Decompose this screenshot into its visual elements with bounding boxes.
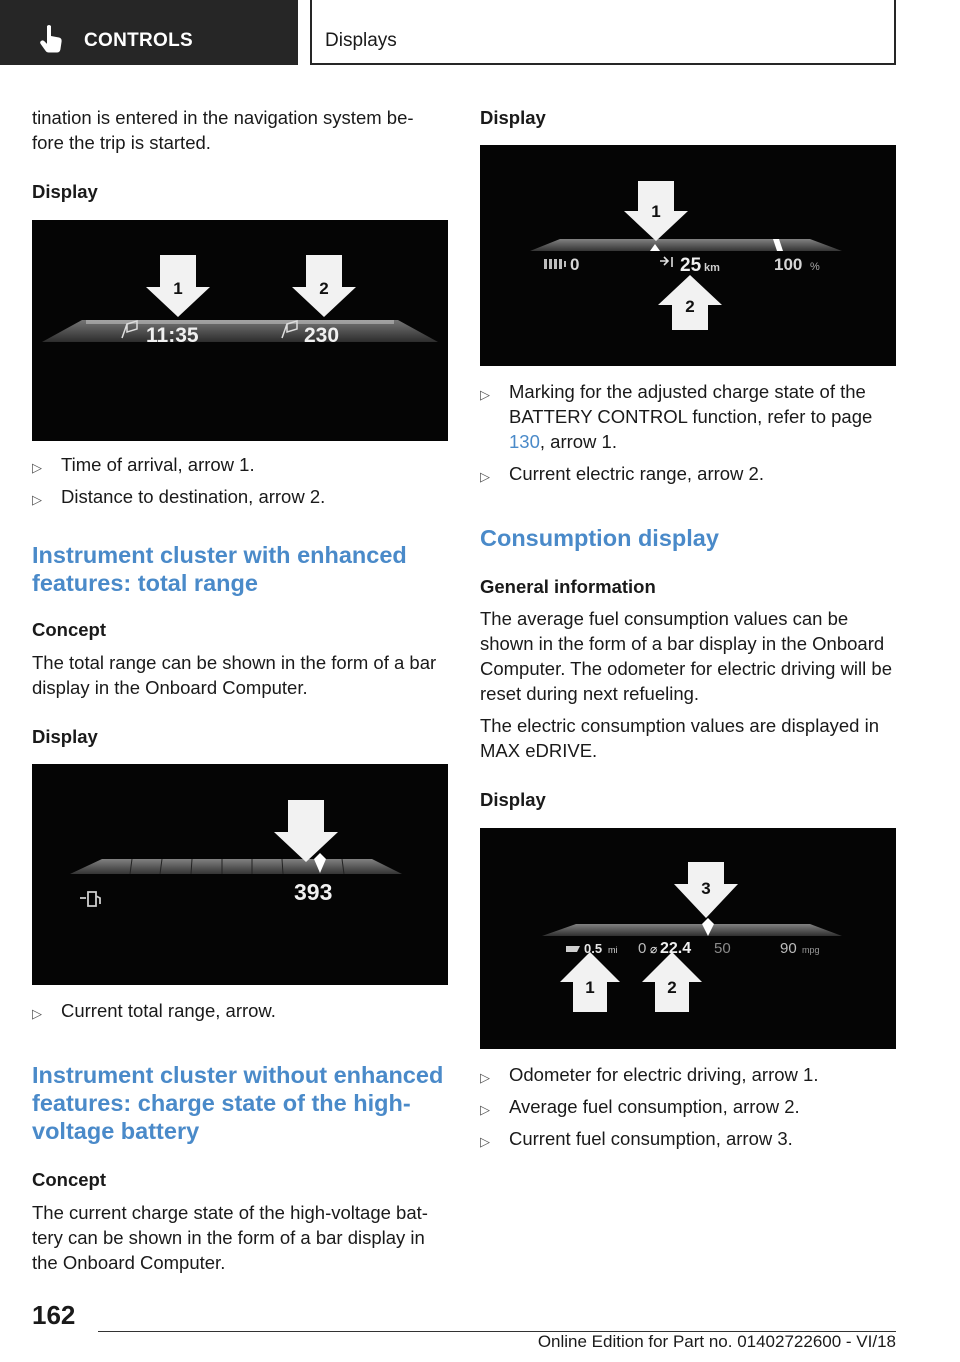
average-consumption-value: 22.4 xyxy=(660,940,692,957)
left-column xyxy=(32,100,448,1275)
concept-heading-2: Concept xyxy=(32,1169,106,1190)
triangle-bullet-icon: ▷ xyxy=(480,387,490,402)
general-info-text-2: The electric consumption values are displayed in MAX eDRIVE. xyxy=(480,715,879,761)
bullet-list-3 xyxy=(480,379,896,486)
electric-range-unit: km xyxy=(704,262,720,274)
charge-max: 100 xyxy=(774,255,803,274)
scale-max: 90 xyxy=(780,940,797,957)
list-item: ▷ Average fuel consumption, arrow 2. xyxy=(480,1094,896,1119)
bullet-list-2 xyxy=(32,998,448,1023)
electric-range-value: 25 xyxy=(680,255,702,276)
pointing-hand-icon xyxy=(38,24,66,54)
concept-text-2: The current charge state of the high-voltage bat- tery can be shown in the form of a bar display in the Onboard Computer. xyxy=(32,1202,428,1273)
scale-zero: 0 xyxy=(638,940,647,957)
display-heading-2: Display xyxy=(32,726,98,747)
list-item: ▷ Current total range, arrow. xyxy=(32,998,448,1023)
general-info-heading: General information xyxy=(480,576,656,597)
average-symbol: ⌀ xyxy=(650,942,658,956)
section-tab xyxy=(310,0,896,65)
ev-odometer-unit: mi xyxy=(608,945,618,955)
total-range-value: 393 xyxy=(294,879,333,905)
triangle-bullet-icon: ▷ xyxy=(480,1134,490,1149)
list-item: ▷ Marking for the adjusted charge state of the BATTERY CONTROL function, refer to page 130, arrow 1. xyxy=(480,381,873,452)
list-item: ▷ Distance to destination, arrow 2. xyxy=(32,484,448,509)
list-item: ▷ Time of arrival, arrow 1. xyxy=(32,452,448,477)
figure-total-range xyxy=(32,764,448,985)
bullet-list-1 xyxy=(32,452,448,509)
triangle-bullet-icon: ▷ xyxy=(32,1006,42,1021)
scale-max-unit: mpg xyxy=(802,945,820,955)
scale-mid: 50 xyxy=(714,940,731,957)
arrow-1-label: 1 xyxy=(173,279,183,298)
list-item: ▷ Current electric range, arrow 2. xyxy=(480,461,896,486)
edition-info: Online Edition for Part no. 01402722600 - VI/18 xyxy=(537,1332,896,1351)
fuel-plug-icon xyxy=(80,892,100,906)
list-item: ▷ Odometer for electric driving, arrow 1. xyxy=(480,1062,896,1087)
list-item: ▷ Current fuel consumption, arrow 3. xyxy=(480,1126,896,1151)
triangle-bullet-icon: ▷ xyxy=(32,460,42,475)
triangle-bullet-icon: ▷ xyxy=(480,469,490,484)
display-heading-4: Display xyxy=(480,789,546,810)
bullet-list-4 xyxy=(480,1062,896,1151)
charge-max-unit: % xyxy=(810,261,820,273)
page-reference-link[interactable]: 130 xyxy=(509,431,540,452)
heading-total-range: Instrument cluster with enhanced features: total range xyxy=(32,542,407,596)
battery-icon xyxy=(544,259,566,269)
figure-charge-state xyxy=(480,145,896,366)
chapter-tab[interactable] xyxy=(0,0,298,65)
arrow-2-label: 2 xyxy=(319,279,329,298)
charge-min: 0 xyxy=(570,255,580,274)
arrow-1-label: 1 xyxy=(651,202,661,221)
heading-charge-state: Instrument cluster without enhanced features: charge state of the high-voltage battery xyxy=(32,1062,444,1144)
triangle-bullet-icon: ▷ xyxy=(480,1070,490,1085)
page-number: 162 xyxy=(32,1300,76,1330)
ev-odometer-icon xyxy=(566,946,580,952)
figure-arrival-distance xyxy=(32,220,448,441)
concept-heading-1: Concept xyxy=(32,619,106,640)
electric-range-icon xyxy=(660,257,672,267)
figure-consumption xyxy=(480,828,896,1049)
distance-value: 230 xyxy=(304,324,340,347)
general-info-text-1: The average fuel consumption values can be shown in the form of a bar display in the Onboard Computer. The odometer for electric driving will be reset during next refueling. xyxy=(480,608,892,704)
triangle-bullet-icon: ▷ xyxy=(480,1102,490,1117)
arrow-1-label: 1 xyxy=(585,978,595,997)
concept-text-1: The total range can be shown in the form of a bar display in the Onboard Computer. xyxy=(32,652,437,698)
arrow-2-label: 2 xyxy=(685,297,695,316)
display-heading-1: Display xyxy=(32,181,98,202)
ev-odometer-value: 0.5 xyxy=(584,941,603,956)
heading-consumption-display: Consumption display xyxy=(480,525,719,551)
arrow-3-label: 3 xyxy=(701,879,711,898)
display-heading-3: Display xyxy=(480,107,546,128)
arrow-2-label: 2 xyxy=(667,978,677,997)
range-arrow xyxy=(274,800,338,862)
triangle-bullet-icon: ▷ xyxy=(32,492,42,507)
right-column xyxy=(480,100,896,1151)
arrival-time: 11:35 xyxy=(146,324,199,347)
section-title: Displays xyxy=(325,30,397,51)
intro-text: tination is entered in the navigation system be- fore the trip is started. xyxy=(32,107,414,153)
chapter-title: CONTROLS xyxy=(84,30,194,51)
